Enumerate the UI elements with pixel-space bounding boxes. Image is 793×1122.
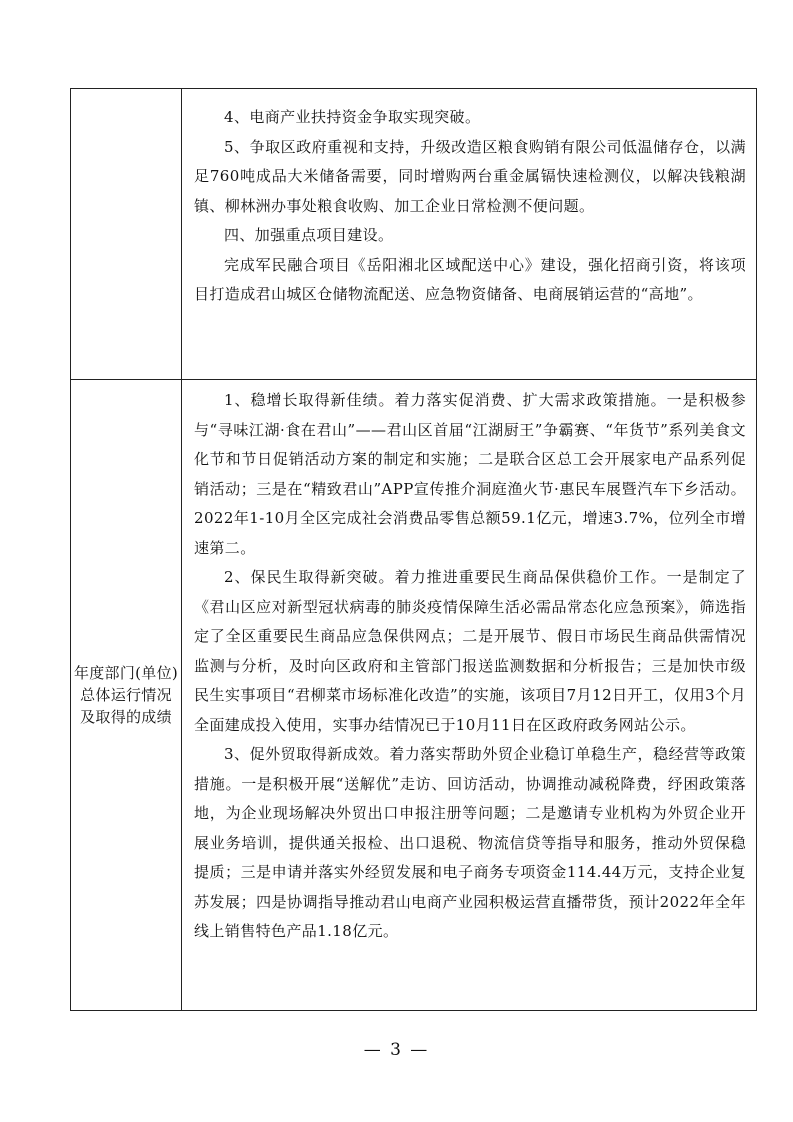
report-table bbox=[70, 88, 757, 1011]
paragraph: 4、电商产业扶持资金争取实现突破。 bbox=[224, 108, 481, 126]
paragraph: 四、加强重点项目建设。 bbox=[224, 226, 394, 244]
row-label: 年度部门(单位)总体运行情况及取得的成绩 bbox=[73, 664, 179, 726]
page-number: — 3 — bbox=[363, 1040, 430, 1060]
paragraph: 2、保民生取得新突破。着力推进重要民生商品保供稳价工作。一是制定了《君山区应对新型冠状病毒的肺炎疫情保障生活必需品常态化应急预案》，筛选指定了全区重要民生商品应急保供网点；二是开展节、假日市场民生商品供需情况监测与分析，及时向区政府和主管部门报送监测数据和分析报告；三是加快市级民生实事项目“君柳菜市场标准化改造”的实施，该项目7月12日开工，仅用3个月全面建成投入使用，实事办结情况已于10月11日在区政府政务网站公示。 bbox=[194, 568, 746, 734]
paragraph: 完成军民融合项目《岳阳湘北区域配送中心》建设，强化招商引资，将该项目打造成君山城区仓储物流配送、应急物资储备、电商展销运营的“高地”。 bbox=[194, 255, 746, 303]
paragraph: 5、争取区政府重视和支持，升级改造区粮食购销有限公司低温储存仓，以满足760吨成品大米储备需要，同时增购两台重金属镉快速检测仪，以解决钱粮湖镇、柳林洲办事处粮食收购、加工企业日常检测不便问题。 bbox=[194, 137, 746, 215]
row-content bbox=[182, 89, 756, 310]
paragraph: 1、稳增长取得新佳绩。着力落实促消费、扩大需求政策措施。一是积极参与“寻味江湖·食在君山”——君山区首届“江湖厨王”争霸赛、“年货节”系列美食文化节和节日促销活动方案的制定和实施；二是联合区总工会开展家电产品系列促销活动；三是在“精致君山”APP宣传推介洞庭渔火节·惠民车展暨汽车下乡活动。2022年1-10月全区完成社会消费品零售总额59.1亿元，增速3.7%，位列全市增速第二。 bbox=[194, 391, 746, 557]
row-content-cell bbox=[182, 89, 757, 380]
table-row-projects bbox=[71, 89, 757, 380]
table-row-annual-performance bbox=[71, 380, 757, 1011]
row-content-cell bbox=[182, 380, 757, 1011]
row-label-cell bbox=[71, 380, 182, 1011]
row-content bbox=[182, 380, 756, 947]
row-label-cell-empty bbox=[71, 89, 182, 380]
paragraph: 3、促外贸取得新成效。着力落实帮助外贸企业稳订单稳生产，稳经营等政策措施。一是积极开展“送解优”走访、回访活动，协调推动减税降费，纾困政策落地，为企业现场解决外贸出口申报注册等问题；二是邀请专业机构为外贸企业开展业务培训，提供通关报检、出口退税、物流信贷等指导和服务，推动外贸保稳提质；三是申请并落实外经贸发展和电子商务专项资金114.44万元，支持企业复苏发展；四是协调指导推动君山电商产业园积极运营直播带货，预计2022年全年线上销售特色产品1.18亿元。 bbox=[194, 745, 746, 940]
